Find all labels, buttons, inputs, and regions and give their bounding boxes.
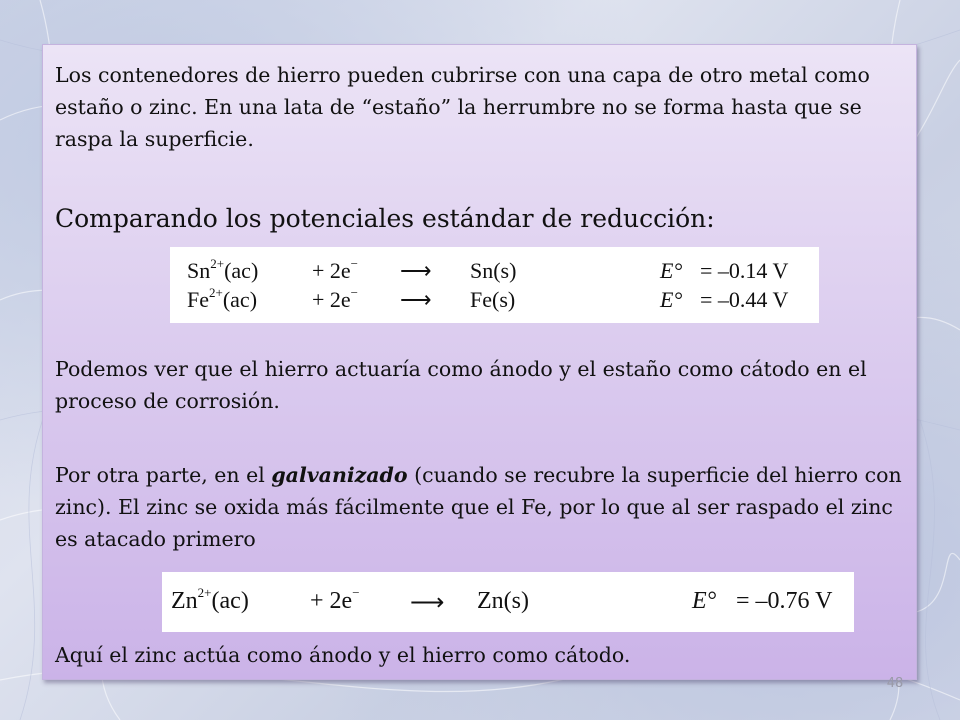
electron-term: + 2e− xyxy=(312,284,359,312)
content-card xyxy=(42,44,917,680)
galvanizing-paragraph: Por otra parte, en el galvanizado (cuando se recubre la superficie del hierro con zinc). El zinc se oxida más fácilmente que el Fe, por lo que al ser raspado el zinc es atacado primero xyxy=(55,463,902,551)
reaction-arrow: ⟶ xyxy=(400,287,432,312)
reactant-ion: $Zn^{2+}(ac)$ xyxy=(171,585,249,614)
reactant-ion: $Fe^{2+}(ac)$ xyxy=(187,284,258,312)
potential-value: = –0.44 V xyxy=(700,287,789,312)
electron-term: + 2e− xyxy=(312,255,359,283)
reactant-ion: $Sn^{2+}(ac)$ xyxy=(187,255,259,283)
product: Fe(s) xyxy=(470,287,516,312)
conclusion-paragraph: Aquí el zinc actúa como ánodo y el hierro como cátodo. xyxy=(55,643,631,667)
intro-paragraph: Los contenedores de hierro pueden cubrirse con una capa de otro metal como estaño o zinc. En una lata de “estaño” la herrumbre no se forma hasta que se raspa la superficie. xyxy=(55,63,870,151)
product: Sn(s) xyxy=(470,258,517,283)
equation-row-iron xyxy=(170,284,819,315)
reaction-arrow: ⟶ xyxy=(400,258,432,283)
slide-number: 48 xyxy=(886,676,904,691)
anode-paragraph: Podemos ver que el hierro actuaría como ánodo y el estaño como cátodo en el proceso de corrosión. xyxy=(55,357,867,413)
electron-term: + 2e− xyxy=(310,585,360,614)
equation-row-zinc xyxy=(162,585,854,616)
zinc-equation-box xyxy=(162,572,854,632)
potential-value: = –0.14 V xyxy=(700,258,789,283)
section-heading: Comparando los potenciales estándar de reducción: xyxy=(55,204,715,233)
equation-row-tin xyxy=(170,255,819,286)
reaction-arrow: ⟶ xyxy=(410,590,445,616)
galvanizado-term: galvanizado xyxy=(271,463,408,487)
potential-value: = –0.76 V xyxy=(736,588,833,614)
reduction-equations-table xyxy=(170,247,819,323)
product: Zn(s) xyxy=(477,588,529,614)
potential-label: E° xyxy=(692,588,717,614)
potential-label: E° xyxy=(660,287,683,312)
potential-label: E° xyxy=(660,258,683,283)
